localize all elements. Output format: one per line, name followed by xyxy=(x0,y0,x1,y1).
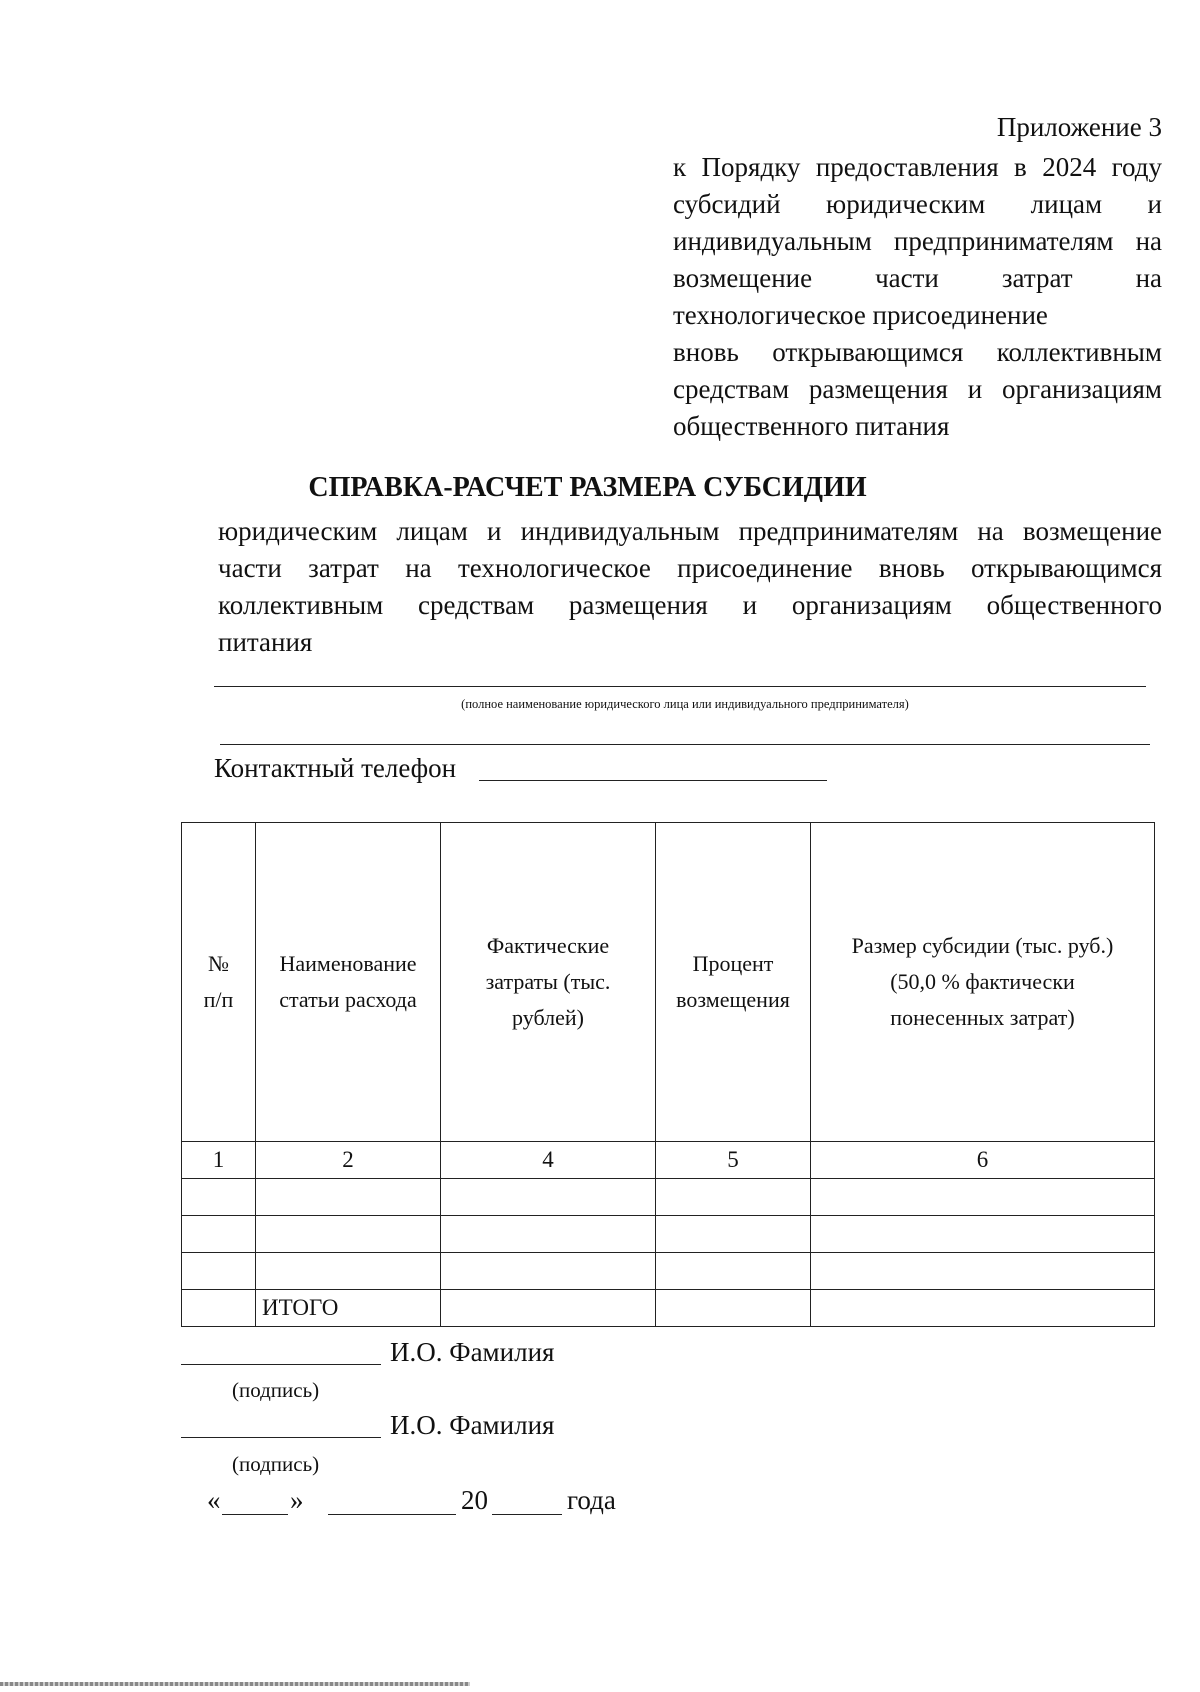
col-header-expense-item: Наименование статьи расхода xyxy=(256,823,441,1142)
date-day-line[interactable] xyxy=(222,1514,288,1515)
date-month-line[interactable] xyxy=(328,1514,456,1515)
col-header-number: № п/п xyxy=(182,823,256,1142)
col-header-subsidy-amount: Размер субсидии (тыс. руб.) (50,0 % фактически понесенных затрат) xyxy=(811,823,1155,1142)
annex-reference xyxy=(673,149,1162,445)
scan-edge-artifact xyxy=(0,1682,470,1686)
subtitle-line: питания xyxy=(218,627,313,657)
annex-line: средствам размещения и организациям xyxy=(673,374,1162,404)
column-number: 6 xyxy=(811,1142,1155,1179)
table-cell[interactable] xyxy=(182,1216,256,1253)
signature-caption-1: (подпись) xyxy=(232,1378,320,1402)
annex-line: общественного питания xyxy=(673,411,950,441)
signature-caption-2: (подпись) xyxy=(232,1452,320,1476)
signer-name-1: И.О. Фамилия xyxy=(390,1337,555,1367)
contact-phone-line[interactable] xyxy=(479,780,827,781)
column-number: 5 xyxy=(656,1142,811,1179)
table-header-row xyxy=(182,823,1155,1142)
subsidy-calculation-table xyxy=(181,822,1155,1327)
column-number: 1 xyxy=(182,1142,256,1179)
subtitle-line: коллективным средствам размещения и организациям общественного xyxy=(218,590,1162,620)
table-cell[interactable] xyxy=(656,1290,811,1327)
table-cell[interactable] xyxy=(441,1216,656,1253)
table-cell[interactable] xyxy=(441,1179,656,1216)
subtitle-line: части затрат на технологическое присоединение вновь открывающимся xyxy=(218,553,1162,583)
org-name-caption: (полное наименование юридического лица или индивидуального предпринимателя) xyxy=(461,697,909,711)
date-century: 20 xyxy=(461,1485,488,1515)
document-subtitle xyxy=(218,513,1162,661)
col-header-actual-costs: Фактические затраты (тыс. рублей) xyxy=(441,823,656,1142)
table-cell[interactable] xyxy=(656,1179,811,1216)
column-number: 4 xyxy=(441,1142,656,1179)
annex-number: Приложение 3 xyxy=(996,112,1162,142)
col-header-reimbursement-percent: Процент возмещения xyxy=(656,823,811,1142)
table-cell[interactable] xyxy=(182,1253,256,1290)
table-cell[interactable] xyxy=(656,1216,811,1253)
date-year-line[interactable] xyxy=(492,1514,562,1515)
annex-line: вновь открывающимся коллективным xyxy=(673,337,1162,367)
table-cell[interactable] xyxy=(182,1290,256,1327)
annex-line: к Порядку предоставления в 2024 году xyxy=(673,152,1162,182)
annex-line: технологическое присоединение xyxy=(673,300,1048,330)
table-cell[interactable] xyxy=(441,1253,656,1290)
date-open-quote: « xyxy=(207,1485,221,1515)
annex-line: субсидий юридическим лицам и xyxy=(673,189,1162,219)
table-cell[interactable] xyxy=(441,1290,656,1327)
table-cell[interactable] xyxy=(811,1290,1155,1327)
date-close-quote: » xyxy=(290,1485,304,1515)
annex-line: возмещение части затрат на xyxy=(673,263,1162,293)
column-number: 2 xyxy=(256,1142,441,1179)
table-cell[interactable] xyxy=(811,1216,1155,1253)
total-label: ИТОГО xyxy=(256,1290,441,1327)
table-row xyxy=(182,1253,1155,1290)
total-row xyxy=(182,1290,1155,1327)
table-row xyxy=(182,1216,1155,1253)
date-year-suffix: года xyxy=(567,1485,616,1515)
contact-phone-label: Контактный телефон xyxy=(214,753,457,783)
table-cell[interactable] xyxy=(811,1253,1155,1290)
table-cell[interactable] xyxy=(256,1253,441,1290)
annex-line: индивидуальным предпринимателям на xyxy=(673,226,1162,256)
org-name-line[interactable] xyxy=(214,686,1146,687)
org-name-line-2[interactable] xyxy=(220,744,1150,745)
signer-name-2: И.О. Фамилия xyxy=(390,1410,555,1440)
subtitle-line: юридическим лицам и индивидуальным предпринимателям на возмещение xyxy=(218,516,1162,546)
table-cell[interactable] xyxy=(656,1253,811,1290)
table-cell[interactable] xyxy=(256,1216,441,1253)
signature-line-1[interactable] xyxy=(181,1364,381,1365)
table-row xyxy=(182,1179,1155,1216)
column-number-row xyxy=(182,1142,1155,1179)
table-cell[interactable] xyxy=(182,1179,256,1216)
table-cell[interactable] xyxy=(256,1179,441,1216)
signature-line-2[interactable] xyxy=(181,1437,381,1438)
document-title: СПРАВКА-РАСЧЕТ РАЗМЕРА СУБСИДИИ xyxy=(308,472,867,503)
table-cell[interactable] xyxy=(811,1179,1155,1216)
